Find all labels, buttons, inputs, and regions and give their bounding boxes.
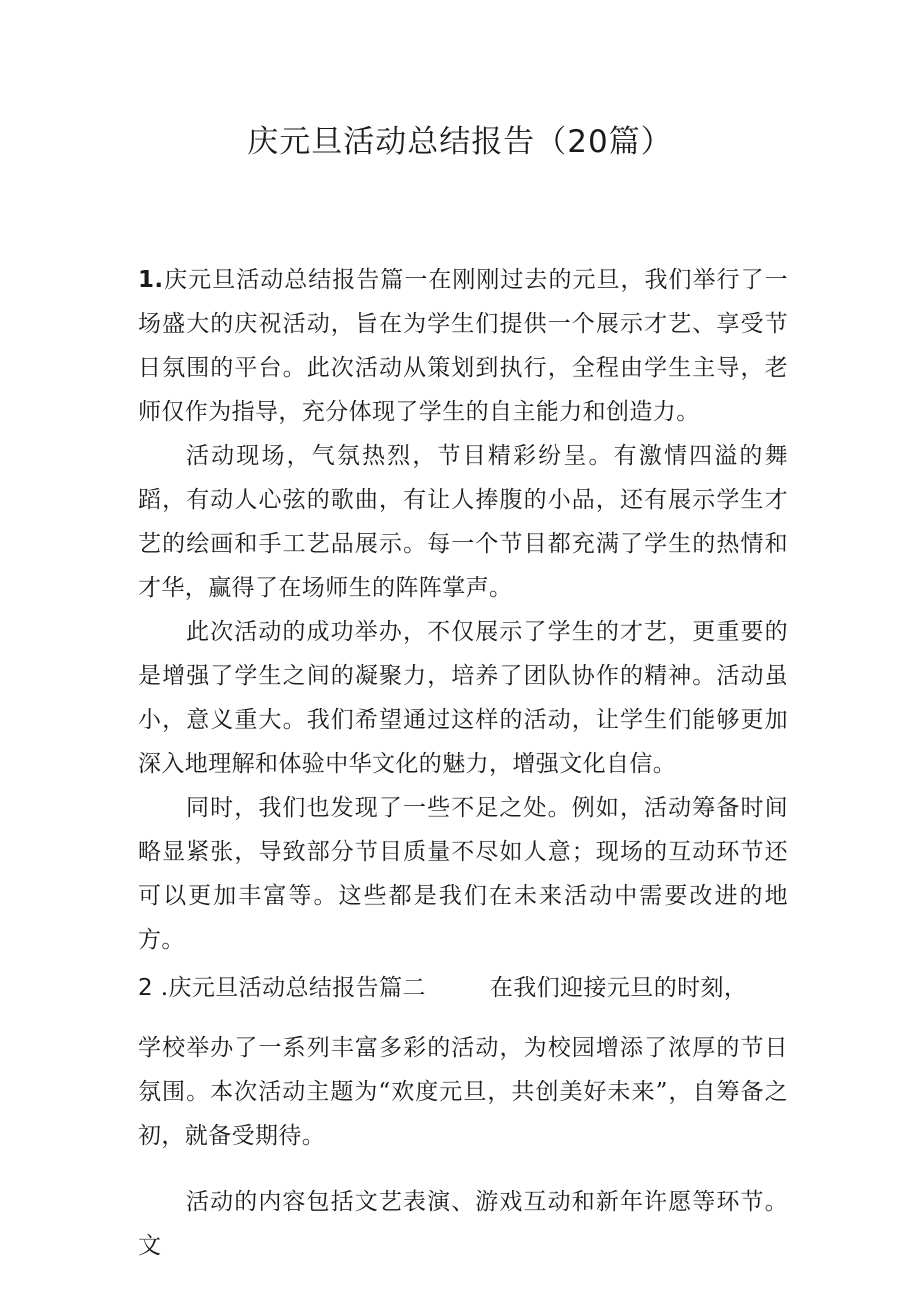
section2-heading — [138, 966, 788, 1010]
document-body — [138, 258, 788, 1268]
section2-heading-tail: 在我们迎接元旦的时刻， — [489, 975, 748, 1001]
section2-continuation: 学校举办了一系列丰富多彩的活动，为校园增添了浓厚的节日氛围。本次活动主题为“欢度元旦，共创美好未来”，自筹备之初，就备受期待。 — [138, 1035, 788, 1149]
section1-paragraph-4: 同时，我们也发现了一些不足之处。例如，活动筹备时间略显紧张，导致部分节目质量不尽如人意；现场的互动环节还可以更加丰富等。这些都是我们在未来活动中需要改进的地方。 — [138, 795, 788, 953]
section2-heading-text: .庆元旦活动总结报告篇二 — [160, 975, 426, 1001]
section2-paragraph-1: 活动的内容包括文艺表演、游戏互动和新年许愿等环节。文 — [138, 1189, 788, 1259]
document-title: 庆元旦活动总结报告（20篇） — [247, 124, 673, 160]
section1-first-paragraph-text: 庆元旦活动总结报告篇一在刚刚过去的元旦，我们举行了一场盛大的庆祝活动，旨在为学生们提供一个展示才艺、享受节日氛围的平台。此次活动从策划到执行，全程由学生主导，老师仅作为指导，充分体现了学生的自主能力和创造力。 — [138, 267, 788, 425]
section1-paragraph-3: 此次活动的成功举办，不仅展示了学生的才艺，更重要的是增强了学生之间的凝聚力，培养了团队协作的精神。活动虽小，意义重大。我们希望通过这样的活动，让学生们能够更加深入地理解和体验中华文化的魅力，增强文化自信。 — [138, 619, 788, 777]
section1-number: 1. — [138, 267, 164, 293]
section1-first-paragraph — [138, 258, 788, 434]
section1-paragraph-2: 活动现场，气氛热烈，节目精彩纷呈。有激情四溢的舞蹈，有动人心弦的歌曲，有让人捧腹的小品，还有展示学生才艺的绘画和手工艺品展示。每一个节目都充满了学生的热情和才华，赢得了在场师生的阵阵掌声。 — [138, 443, 788, 601]
section2-number: 2 — [138, 975, 154, 1001]
